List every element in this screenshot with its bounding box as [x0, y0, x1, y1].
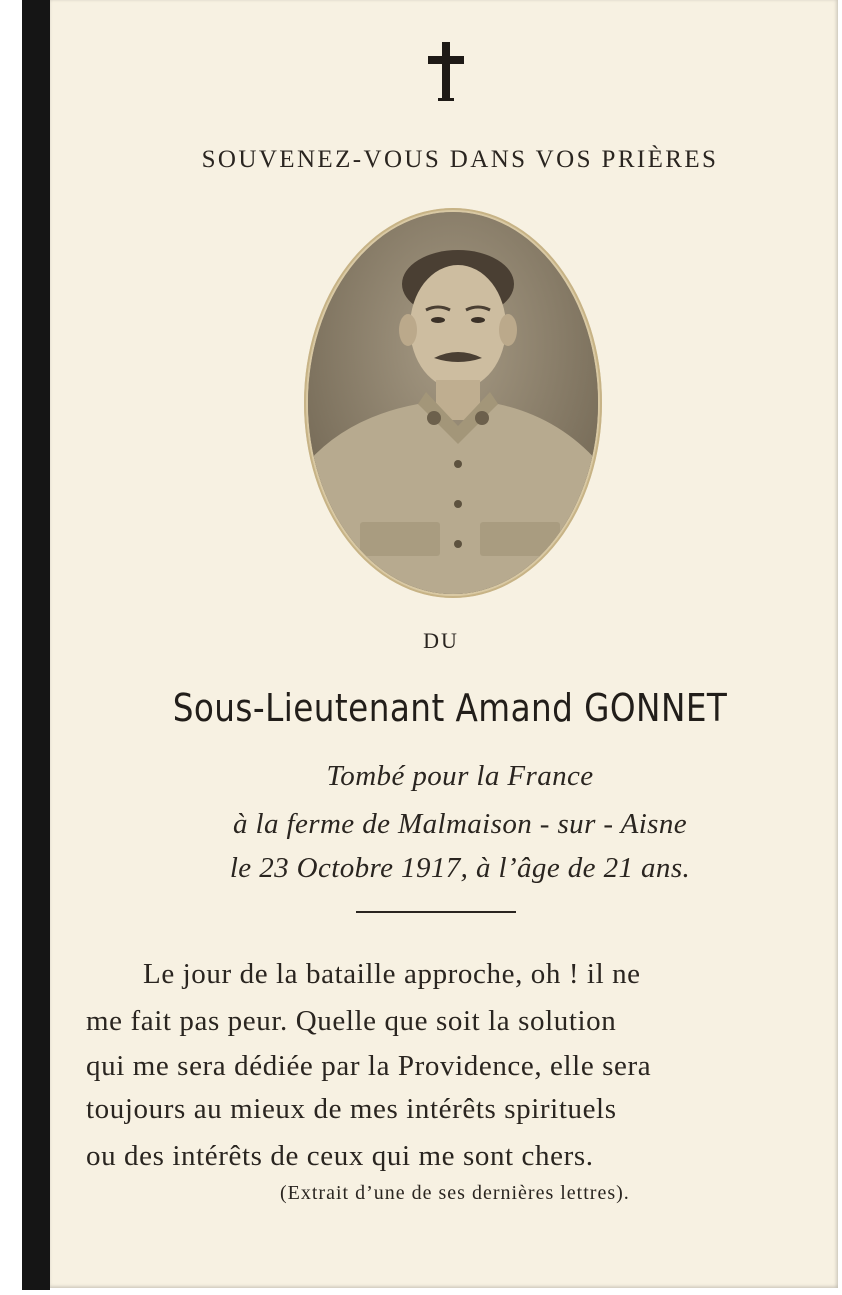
death-line-1: Tombé pour la France [326, 760, 594, 792]
quote-source: (Extrait d’une de ses dernières lettres). [280, 1182, 630, 1204]
quote-line-3: qui me sera dédiée par la Providence, elle sera [86, 1050, 652, 1082]
divider [356, 911, 516, 913]
quote-line-5: ou des intérêts de ceux qui me sont chers. [86, 1140, 594, 1172]
quote-line-1: Le jour de la bataille approche, oh ! il ne [143, 958, 641, 990]
du-label: DU [423, 628, 459, 653]
death-line-2: à la ferme de Malmaison - sur - Aisne [232, 808, 688, 840]
quote-line-4: toujours au mieux de mes intérêts spirituels [86, 1093, 617, 1125]
latin-cross-icon [424, 40, 468, 102]
death-line-3: le 23 Octobre 1917, à l’âge de 21 ans. [229, 852, 691, 884]
soldier-portrait [308, 212, 598, 594]
prayer-heading: SOUVENEZ-VOUS DANS VOS PRIÈRES [201, 146, 719, 173]
soldier-name: Sous-Lieutenant Amand GONNET [172, 686, 728, 730]
quote-line-2: me fait pas peur. Quelle que soit la solution [86, 1005, 617, 1037]
